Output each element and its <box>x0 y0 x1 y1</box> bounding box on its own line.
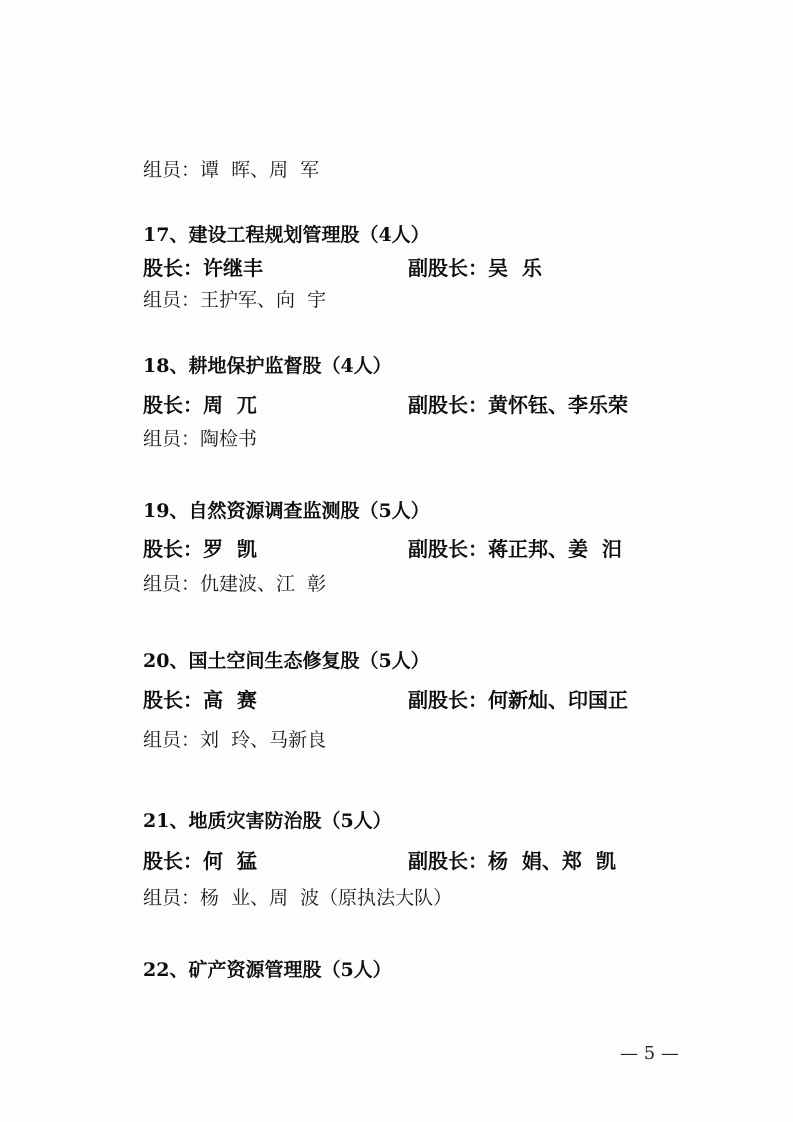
section-members-20: 组员：刘 玲、马新良 <box>143 729 327 751</box>
section-leader-18: 股长：周 兀 <box>143 393 257 417</box>
section-deputy-17: 副股长：吴 乐 <box>408 256 542 280</box>
section-leader-20: 股长：高 赛 <box>143 688 257 712</box>
section-leader-17: 股长：许继丰 <box>143 256 263 280</box>
section-heading-17: 17、建设工程规划管理股（4人） <box>143 224 430 246</box>
section-heading-21: 21、地质灾害防治股（5人） <box>143 810 392 832</box>
page-number: — 5 — <box>620 1043 679 1064</box>
section-members-18: 组员：陶检书 <box>143 428 258 450</box>
section-members-19: 组员：仇建波、江 彰 <box>143 573 327 595</box>
section-leader-19: 股长：罗 凯 <box>143 537 257 561</box>
section-heading-22: 22、矿产资源管理股（5人） <box>143 959 392 981</box>
section-heading-19: 19、自然资源调查监测股（5人） <box>143 500 430 522</box>
section-deputy-18: 副股长：黄怀钰、李乐荣 <box>408 393 628 417</box>
members-line-16: 组员：谭 晖、周 军 <box>143 159 320 181</box>
section-members-21: 组员：杨 业、周 波（原执法大队） <box>143 887 453 909</box>
section-heading-20: 20、国土空间生态修复股（5人） <box>143 650 430 672</box>
section-deputy-20: 副股长：何新灿、印国正 <box>408 688 628 712</box>
section-heading-18: 18、耕地保护监督股（4人） <box>143 355 392 377</box>
section-deputy-21: 副股长：杨 娟、郑 凯 <box>408 849 616 873</box>
section-members-17: 组员：王护军、向 宇 <box>143 289 327 311</box>
section-deputy-19: 副股长：蒋正邦、姜 汨 <box>408 537 622 561</box>
section-leader-21: 股长：何 猛 <box>143 849 257 873</box>
